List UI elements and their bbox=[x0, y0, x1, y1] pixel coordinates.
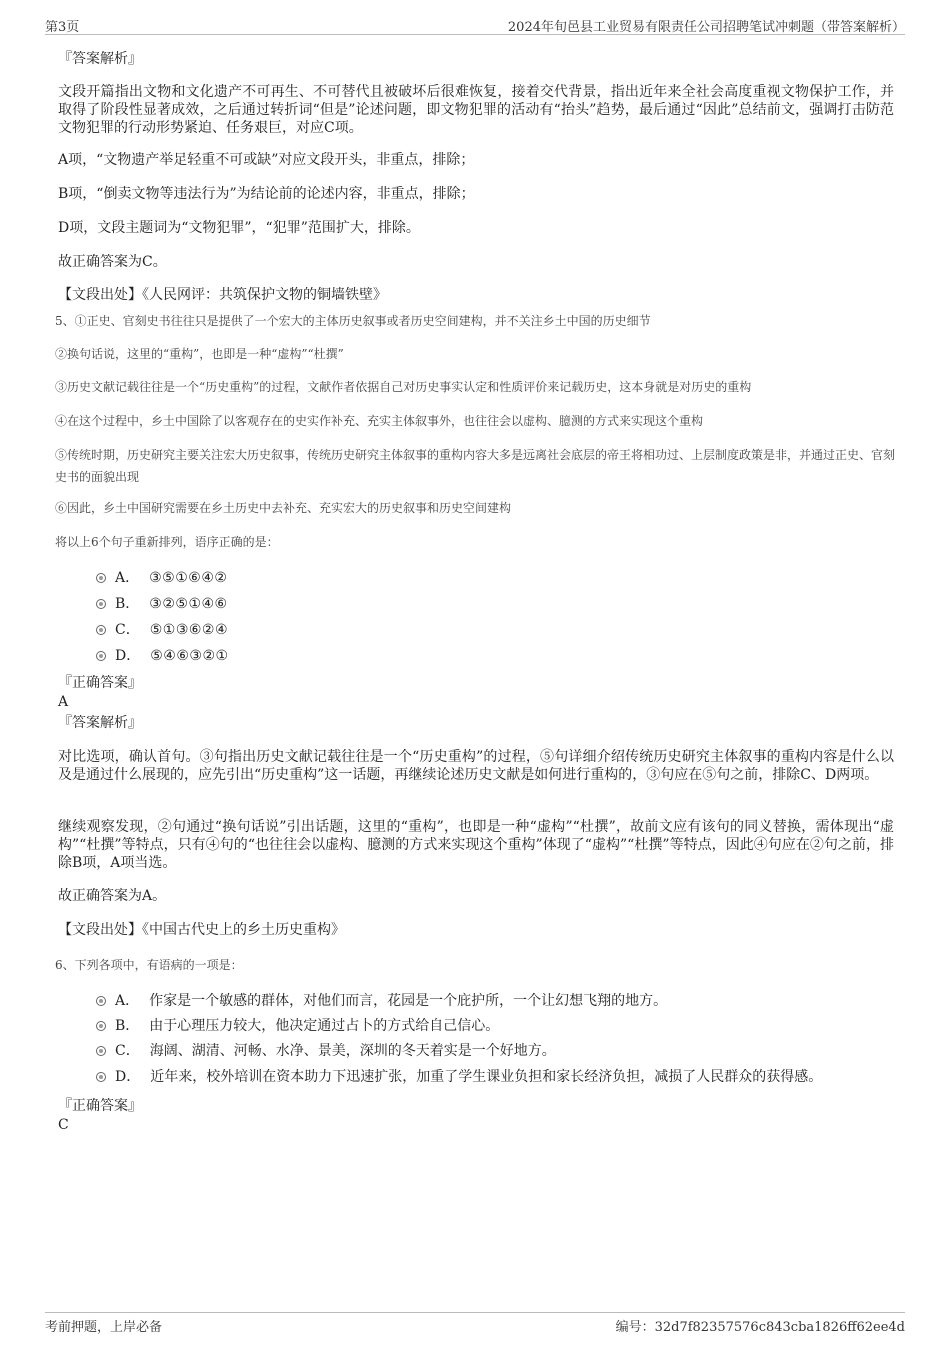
radio-button-icon[interactable] bbox=[96, 573, 106, 583]
option-c[interactable]: C． 海阔、湖清、河畅、水净、景美，深圳的冬天着实是一个好地方。 bbox=[96, 1041, 556, 1061]
page-header bbox=[45, 14, 905, 35]
analysis-label: 『答案解析』 bbox=[58, 51, 142, 67]
radio-button-icon[interactable] bbox=[96, 1046, 106, 1056]
source-citation: 【文段出处】《人民网评：共筑保护文物的铜墙铁壁》 bbox=[58, 287, 387, 303]
radio-button-icon[interactable] bbox=[96, 599, 106, 609]
radio-button-icon[interactable] bbox=[96, 996, 106, 1006]
footer-slogan: 考前押题，上岸必备 bbox=[45, 1320, 163, 1335]
radio-button-icon[interactable] bbox=[96, 1021, 106, 1031]
option-b[interactable]: B． ③②⑤①④⑥ bbox=[96, 594, 228, 614]
answer-conclusion: 故正确答案为C。 bbox=[58, 254, 167, 270]
option-a[interactable]: A． 作家是一个敏感的群体，对他们而言，花园是一个庇护所，一个让幻想飞翔的地方。 bbox=[96, 991, 667, 1011]
option-c[interactable]: C． ⑤①③⑥②④ bbox=[96, 620, 228, 640]
sentence-item: ③历史文献记载往往是一个“历史重构”的过程，文献作者依据自己对历史事实认定和性质评价来记载历史，这本身就是对历史的重构 bbox=[55, 380, 752, 394]
sentence-item: ④在这个过程中，乡土中国除了以客观存在的史实作补充、充实主体叙事外，也往往会以虚构、臆测的方式来实现这个重构 bbox=[55, 414, 704, 428]
correct-answer-label: 『正确答案』 bbox=[58, 675, 142, 691]
radio-button-icon[interactable] bbox=[96, 651, 106, 661]
document-code: 编号：32d7f82357576c843cba1826ff62ee4d bbox=[615, 1320, 905, 1335]
sentence-item: ⑤传统时期，历史研究主要关注宏大历史叙事，传统历史研究主体叙事的重构内容大多是远离社会底层的帝王将相功过、上层制度政策是非，并通过正史、官刻史书的面貌出现 bbox=[55, 448, 896, 484]
option-a[interactable]: A． ③⑤①⑥④② bbox=[96, 568, 227, 588]
sentence-item: ②换句话说，这里的“重构”，也即是一种“虚构”“杜撰” bbox=[55, 347, 344, 361]
correct-answer: C bbox=[58, 1117, 69, 1133]
page-footer bbox=[45, 1312, 905, 1335]
question-text: 6、下列各项中，有语病的一项是： bbox=[55, 958, 243, 972]
correct-answer-label: 『正确答案』 bbox=[58, 1098, 142, 1114]
answer-conclusion: 故正确答案为A。 bbox=[58, 888, 167, 904]
analysis-paragraph: 对比选项，确认首句。③句指出历史文献记载往往是一个“历史重构”的过程，⑤句详细介绍传统历史研究主体叙事的重构内容是什么以及是通过什么展现的，应先引出“历史重构”这一话题，再继续论述历史文献是如何进行重构的，③句应在⑤句之前，排除C、D两项。 bbox=[58, 749, 894, 783]
radio-button-icon[interactable] bbox=[96, 625, 106, 635]
analysis-item: A项，“文物遗产举足轻重不可或缺”对应文段开头，非重点，排除； bbox=[58, 152, 475, 168]
correct-answer: A bbox=[58, 694, 69, 710]
source-citation: 【文段出处】《中国古代史上的乡土历史重构》 bbox=[58, 922, 345, 938]
radio-button-icon[interactable] bbox=[96, 1072, 106, 1082]
analysis-item: D项，文段主题词为“文物犯罪”，“犯罪”范围扩大，排除。 bbox=[58, 220, 420, 236]
option-b[interactable]: B． 由于心理压力较大，他决定通过占卜的方式给自己信心。 bbox=[96, 1016, 499, 1036]
analysis-paragraph: 继续观察发现，②句通过“换句话说”引出话题，这里的“重构”，也即是一种“虚构”“杜撰”，故前文应有该句的同义替换，需体现出“虚构”“杜撰”等特点，只有④句的“也往往会以虚构、臆测的方式来实现这个重构”体现了“虚构”“杜撰”等特点，因此④句应在②句之前，排除B项，A项当选。 bbox=[58, 819, 894, 871]
document-title: 2024年旬邑县工业贸易有限责任公司招聘笔试冲刺题（带答案解析） bbox=[507, 20, 905, 35]
analysis-paragraph: 文段开篇指出文物和文化遗产不可再生、不可替代且被破坏后很难恢复，接着交代背景，指出近年来全社会高度重视文物保护工作，并取得了阶段性显著成效，之后通过转折词“但是”论述问题，即文物犯罪的活动有“抬头”趋势，最后通过“因此”总结前文，强调打击防范文物犯罪的行动形势紧迫、任务艰巨，对应C项。 bbox=[58, 84, 894, 136]
page-number: 第3页 bbox=[45, 20, 80, 35]
question-prompt: 将以上6个句子重新排列，语序正确的是： bbox=[55, 535, 279, 549]
analysis-item: B项，“倒卖文物等违法行为”为结论前的论述内容，非重点，排除； bbox=[58, 186, 475, 202]
analysis-label: 『答案解析』 bbox=[58, 715, 142, 731]
sentence-item: 5、①正史、官刻史书往往只是提供了一个宏大的主体历史叙事或者历史空间建构，并不关注乡土中国的历史细节 bbox=[55, 314, 651, 328]
option-d[interactable]: D． ⑤④⑥③②① bbox=[96, 646, 229, 666]
option-d[interactable]: D． 近年来，校外培训在资本助力下迅速扩张，加重了学生课业负担和家长经济负担，减损了人民群众的获得感。 bbox=[96, 1067, 822, 1087]
sentence-item: ⑥因此，乡土中国研究需要在乡土历史中去补充、充实宏大的历史叙事和历史空间建构 bbox=[55, 501, 512, 515]
